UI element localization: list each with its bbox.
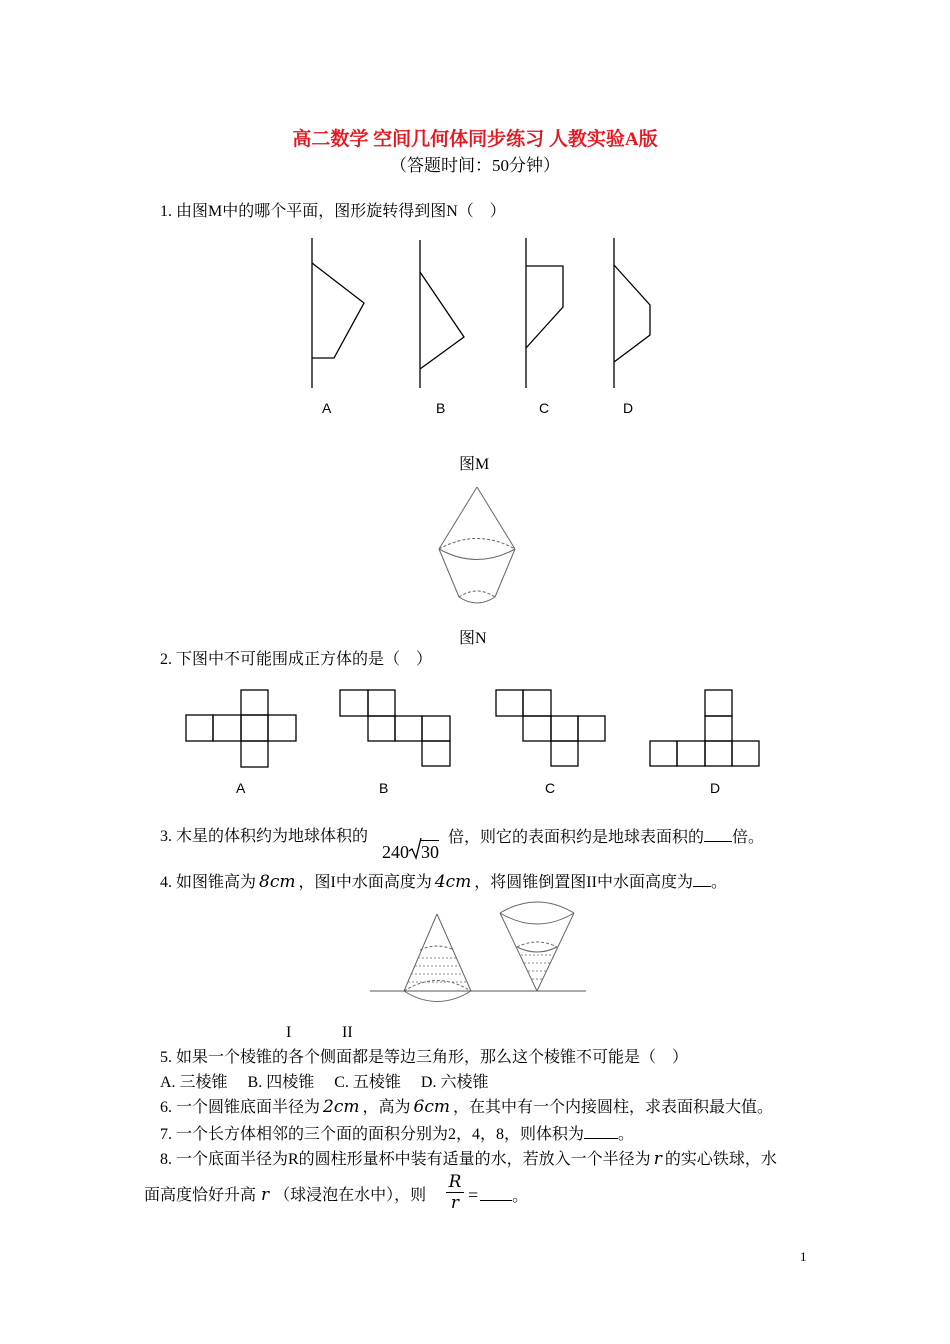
q6-b: ，高为 bbox=[362, 1099, 411, 1116]
q3-suffix-a: 倍，则它的表面积约是地球表面积的 bbox=[448, 829, 705, 846]
q8-line1-a: 8. 一个底面半径为R的圆柱形量杯中装有适量的水，若放入一个半径为 bbox=[160, 1151, 651, 1168]
fig-m-caption: 图M bbox=[459, 456, 490, 473]
question-7 bbox=[160, 1124, 634, 1145]
fig-n-caption: 图N bbox=[459, 630, 487, 647]
q6-c: ，在其中有一个内接圆柱，求表面积最大值。 bbox=[452, 1099, 773, 1116]
q6-r: 2cm bbox=[323, 1097, 360, 1117]
question-5: 5. 如果一个棱锥的各个侧面都是等边三角形，那么这个棱锥不可能是（ ） bbox=[160, 1049, 689, 1066]
question-6 bbox=[160, 1097, 773, 1118]
q4-b: ，图I中水面高度为 bbox=[298, 874, 432, 891]
q8-line2-a: 面高度恰好升高 bbox=[144, 1187, 257, 1204]
q8-answer bbox=[468, 1185, 528, 1207]
q8-blank[interactable] bbox=[480, 1186, 512, 1201]
q8-line1-b: 的实心铁球，水 bbox=[664, 1151, 777, 1168]
q3-coef: 240 bbox=[382, 842, 409, 862]
page-subtitle: （答题时间：50分钟） bbox=[390, 156, 560, 175]
page-number: 1 bbox=[800, 1249, 807, 1264]
q8-frac-num: R bbox=[448, 1172, 462, 1192]
q8-r: r bbox=[653, 1149, 662, 1169]
q6-a: 6. 一个圆锥底面半径为 bbox=[160, 1099, 321, 1116]
q4-h1: 8cm bbox=[259, 872, 296, 892]
net-label-b: B bbox=[379, 780, 389, 796]
fig-m-label-d: D bbox=[623, 400, 634, 416]
question-2: 2. 下图中不可能围成正方体的是（ ） bbox=[160, 651, 433, 668]
q8-eq: = bbox=[468, 1185, 479, 1205]
question-1: 1. 由图M中的哪个平面，图形旋转得到图N（ ） bbox=[160, 203, 506, 220]
cone-label-1: I bbox=[286, 1024, 292, 1041]
q8-end: 。 bbox=[512, 1188, 529, 1205]
q8-frac-den: r bbox=[450, 1193, 460, 1213]
q4-c: ，将圆锥倒置图II中水面高度为 bbox=[474, 874, 693, 891]
q7-blank[interactable] bbox=[584, 1124, 618, 1139]
q4-a: 4. 如图锥高为 bbox=[160, 874, 257, 891]
cone-label-2: II bbox=[342, 1024, 353, 1041]
q3-suffix-b: 倍。 bbox=[732, 829, 765, 846]
q7-a: 7. 一个长方体相邻的三个面的面积分别为2，4，8，则体积为 bbox=[160, 1126, 585, 1143]
page-title: 高二数学 空间几何体同步练习 人教实验A版 bbox=[292, 129, 658, 150]
question-5-options: A. 三棱锥 B. 四棱锥 C. 五棱锥 D. 六棱锥 bbox=[160, 1074, 489, 1091]
q4-d: 。 bbox=[710, 874, 727, 891]
net-label-c: C bbox=[545, 780, 556, 796]
q6-h: 6cm bbox=[413, 1097, 450, 1117]
q8-fraction bbox=[446, 1172, 464, 1213]
q3-prefix: 3. 木星的体积约为地球体积的 bbox=[160, 828, 369, 845]
fig-m-label-c: C bbox=[539, 400, 550, 416]
question-8-line-2 bbox=[144, 1185, 426, 1206]
q8-r-2: r bbox=[261, 1185, 270, 1205]
q4-h2: 4cm bbox=[434, 872, 472, 892]
q3-radicand: 30 bbox=[421, 842, 439, 862]
net-label-a: A bbox=[236, 780, 246, 796]
net-label-d: D bbox=[710, 780, 721, 796]
q8-line2-b: （球浸泡在水中），则 bbox=[274, 1187, 427, 1204]
q7-b: 。 bbox=[618, 1126, 635, 1143]
fig-m-label-a: A bbox=[322, 400, 332, 416]
question-8-line-1 bbox=[160, 1149, 777, 1170]
fig-m-label-b: B bbox=[436, 400, 446, 416]
